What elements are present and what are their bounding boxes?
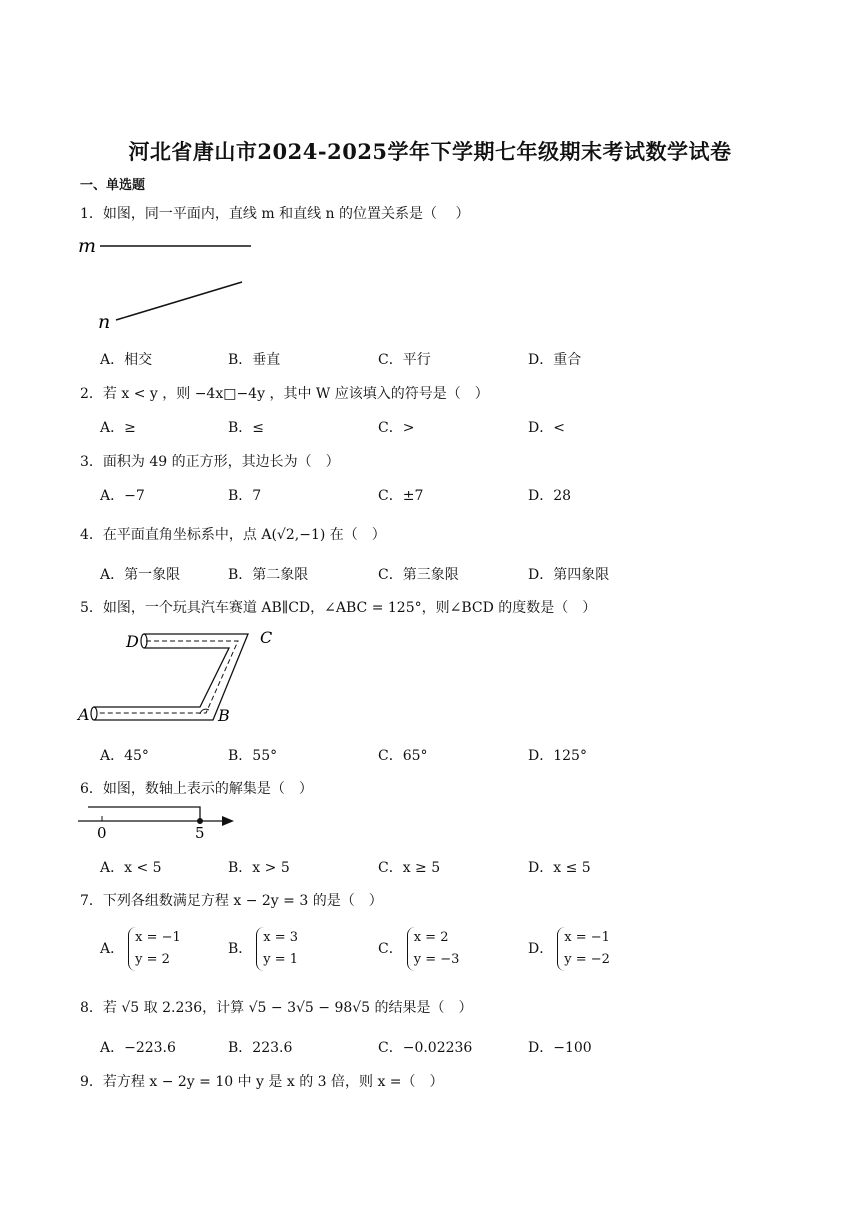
option-8b[interactable]: B．223.6 bbox=[228, 1040, 293, 1056]
option-6b[interactable]: B．x > 5 bbox=[228, 860, 290, 876]
option-3d[interactable]: D．28 bbox=[528, 488, 572, 504]
option-6a[interactable]: A．x < 5 bbox=[100, 860, 162, 876]
option-7c-system bbox=[407, 927, 464, 971]
option-7d-system bbox=[557, 927, 614, 971]
option-7a-eq2: y = 2 bbox=[135, 952, 170, 967]
option-1a[interactable]: A．相交 bbox=[100, 352, 153, 368]
option-2b[interactable]: B．≤ bbox=[228, 420, 265, 436]
tick-label-0: 0 bbox=[97, 824, 107, 842]
question-6-stem: 6．如图，数轴上表示的解集是（ ） bbox=[80, 781, 313, 797]
option-4c[interactable]: C．第三象限 bbox=[378, 567, 459, 583]
tick-label-5: 5 bbox=[195, 824, 205, 842]
option-7c-eq2: y = −3 bbox=[413, 952, 460, 967]
section-heading: 一、单选题 bbox=[80, 178, 146, 193]
option-4b[interactable]: B．第二象限 bbox=[228, 567, 309, 583]
question-7-stem: 7．下列各组数满足方程 x − 2y = 3 的是（ ） bbox=[80, 893, 383, 909]
option-7a-system bbox=[128, 927, 185, 971]
option-7b-eq1: x = 3 bbox=[263, 930, 299, 945]
option-7d[interactable] bbox=[528, 927, 614, 971]
option-2c[interactable]: C．> bbox=[378, 420, 415, 436]
option-4d[interactable]: D．第四象限 bbox=[528, 567, 610, 583]
question-9-stem: 9．若方程 x − 2y = 10 中 y 是 x 的 3 倍，则 x =（ ） bbox=[80, 1074, 444, 1090]
option-7b-system bbox=[256, 927, 302, 971]
line-m-label: m bbox=[78, 235, 97, 257]
option-7b-label: B． bbox=[228, 941, 253, 957]
option-2a[interactable]: A．≥ bbox=[100, 420, 136, 436]
point-b-label: B bbox=[218, 706, 230, 725]
option-7b-eq2: y = 1 bbox=[263, 952, 299, 967]
question-5-figure bbox=[76, 624, 286, 730]
point-a-label: A bbox=[78, 705, 90, 724]
option-2d[interactable]: D．< bbox=[528, 420, 565, 436]
option-4a[interactable]: A．第一象限 bbox=[100, 567, 181, 583]
option-7d-label: D． bbox=[528, 941, 554, 957]
question-1-figure bbox=[76, 232, 266, 337]
option-7d-eq2: y = −2 bbox=[564, 952, 610, 967]
question-5-stem: 5．如图，一个玩具汽车赛道 AB∥CD，∠ABC = 125°，则∠BCD 的度数是（ ） bbox=[80, 600, 597, 616]
question-4-stem: 4．在平面直角坐标系中，点 A(√2,−1) 在（ ） bbox=[80, 527, 386, 543]
option-7c[interactable] bbox=[378, 927, 463, 971]
option-7a[interactable] bbox=[100, 927, 185, 971]
line-n-label: n bbox=[98, 311, 111, 333]
question-2-stem: 2．若 x < y ，则 −4x□−4y ，其中 W 应该填入的符号是（ ） bbox=[80, 386, 489, 402]
option-1c[interactable]: C．平行 bbox=[378, 352, 431, 368]
option-6c[interactable]: C．x ≥ 5 bbox=[378, 860, 441, 876]
option-7c-label: C． bbox=[378, 941, 403, 957]
option-7d-eq1: x = −1 bbox=[564, 930, 610, 945]
option-7a-eq1: x = −1 bbox=[135, 930, 181, 945]
option-5c[interactable]: C．65° bbox=[378, 748, 428, 764]
option-5d[interactable]: D．125° bbox=[528, 748, 587, 764]
option-8c[interactable]: C．−0.02236 bbox=[378, 1040, 473, 1056]
question-6-number-line bbox=[76, 802, 246, 842]
option-8d[interactable]: D．−100 bbox=[528, 1040, 592, 1056]
option-7a-label: A． bbox=[100, 941, 125, 957]
option-7c-eq1: x = 2 bbox=[413, 930, 449, 945]
option-1d[interactable]: D．重合 bbox=[528, 352, 582, 368]
option-3a[interactable]: A．−7 bbox=[100, 488, 145, 504]
option-5b[interactable]: B．55° bbox=[228, 748, 278, 764]
point-d-label: D bbox=[126, 632, 139, 651]
option-6d[interactable]: D．x ≤ 5 bbox=[528, 860, 591, 876]
question-8-stem: 8．若 √5 取 2.236，计算 √5 − 3√5 − 98√5 的结果是（ ） bbox=[80, 1000, 473, 1016]
page-title: 河北省唐山市2024-2025学年下学期七年级期末考试数学试卷 bbox=[128, 139, 732, 164]
question-3-stem: 3．面积为 49 的正方形，其边长为（ ） bbox=[80, 454, 340, 470]
option-8a[interactable]: A．−223.6 bbox=[100, 1040, 176, 1056]
option-3c[interactable]: C．±7 bbox=[378, 488, 424, 504]
point-c-label: C bbox=[260, 628, 273, 647]
option-5a[interactable]: A．45° bbox=[100, 748, 149, 764]
option-3b[interactable]: B．7 bbox=[228, 488, 262, 504]
question-1-stem: 1．如图，同一平面内，直线 m 和直线 n 的位置关系是（ ） bbox=[80, 206, 470, 222]
option-1b[interactable]: B．垂直 bbox=[228, 352, 281, 368]
option-7b[interactable] bbox=[228, 927, 302, 971]
